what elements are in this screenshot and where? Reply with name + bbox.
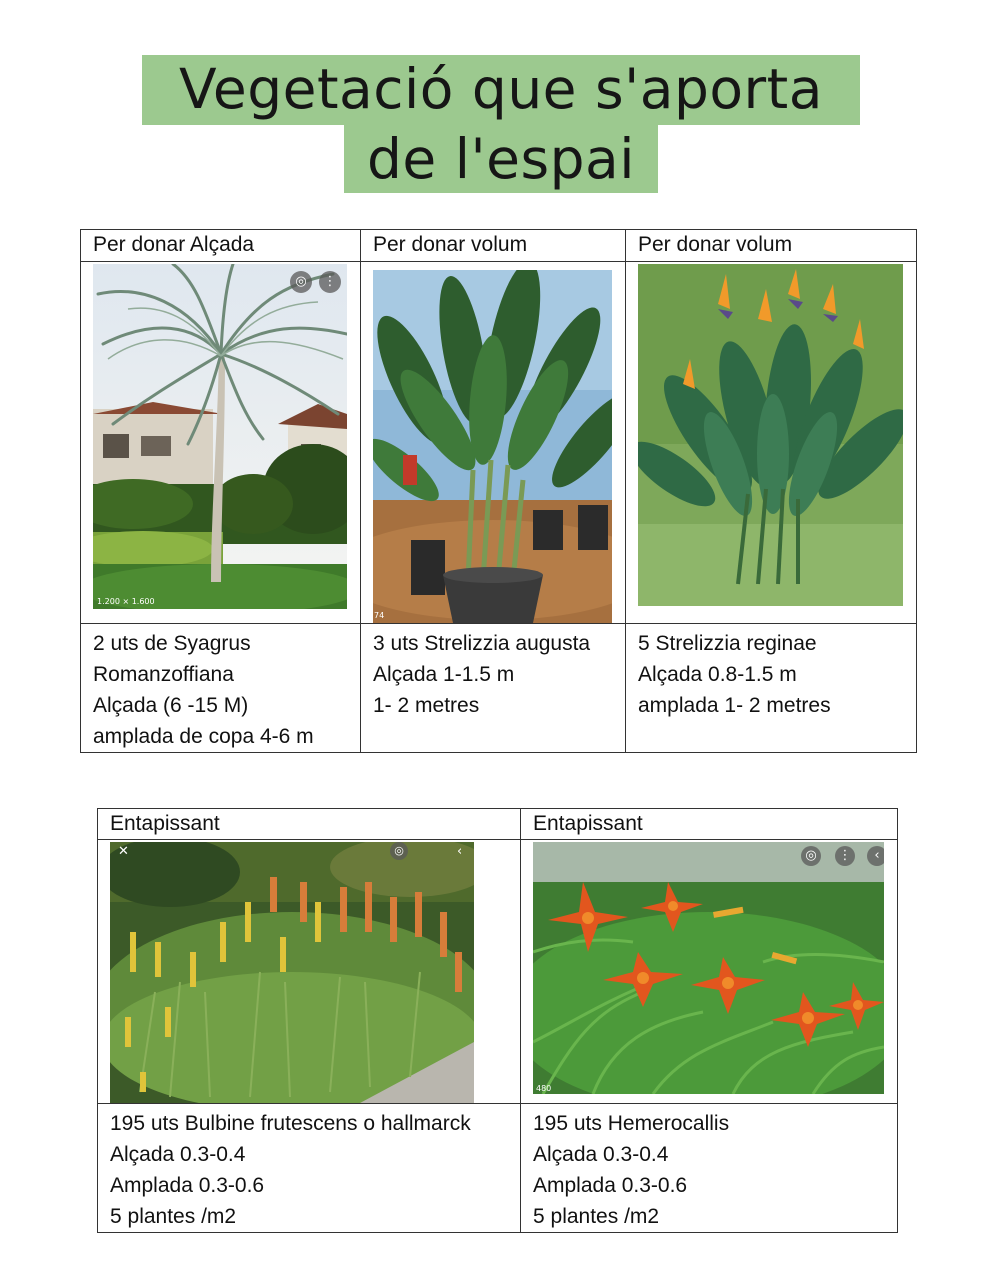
hemerocallis-photo [533,842,884,1094]
desc-line: amplada de copa 4-6 m [93,725,314,748]
strelitzia-augusta-photo [373,270,612,623]
strelitzia-reginae-description [626,624,917,753]
hemerocallis-description [521,1104,898,1233]
desc-line: Romanzoffiana [93,663,234,686]
desc-line: 3 uts Strelizzia augusta [373,632,591,655]
header-groundcover-1: Entapissant [98,809,521,840]
header-groundcover-2: Entapissant [521,809,898,840]
desc-line: Amplada 0.3-0.6 [533,1174,688,1197]
page-title-line-1: Vegetació que s'aporta [142,55,860,125]
header-volume-1: Per donar volum [361,230,626,262]
desc-line: Alçada 0.3-0.4 [110,1143,246,1166]
strelitzia-augusta-image-cell [361,262,626,624]
desc-line: 5 plantes /m2 [533,1205,660,1228]
more-icon[interactable]: ⋮ [319,271,341,293]
desc-line: amplada 1- 2 metres [638,694,831,717]
desc-line: Alçada 0.3-0.4 [533,1143,669,1166]
lens-icon[interactable]: ◎ [390,842,408,860]
bulbine-description [98,1104,521,1233]
chevron-left-icon[interactable]: ‹ [457,844,463,859]
image-count-label: 480 [536,1084,552,1093]
syagrus-description [81,624,361,753]
bottom-plant-table [97,808,898,1233]
desc-line: Alçada 0.8-1.5 m [638,663,797,686]
more-icon[interactable]: ⋮ [835,846,855,866]
bulbine-photo [110,842,474,1103]
desc-line: 195 uts Bulbine frutescens o hallmarck [110,1112,471,1135]
image-size-label: 1.200 × 1.600 [97,597,155,606]
lens-icon[interactable]: ◎ [801,846,821,866]
desc-line: Alçada 1-1.5 m [373,663,515,686]
top-plant-table [80,229,917,753]
image-count-label: 74 [374,611,385,620]
palm-image-cell [81,262,361,624]
header-volume-2: Per donar volum [626,230,917,262]
desc-line: 1- 2 metres [373,694,480,717]
desc-line: Alçada (6 -15 M) [93,694,249,717]
strelitzia-reginae-image-cell [626,262,917,624]
desc-line: 5 plantes /m2 [110,1205,237,1228]
desc-line: 5 Strelizzia reginae [638,632,817,655]
page-title-line-2: de l'espai [344,125,658,193]
desc-line: 195 uts Hemerocallis [533,1112,730,1135]
header-height: Per donar Alçada [81,230,361,262]
bulbine-image-cell [98,840,521,1104]
desc-line: 2 uts de Syagrus [93,632,251,655]
lens-icon[interactable]: ◎ [290,271,312,293]
chevron-left-icon[interactable]: ‹ [867,846,884,866]
strelitzia-augusta-description [361,624,626,753]
strelitzia-reginae-photo [638,264,903,606]
syagrus-photo [93,264,347,609]
close-icon[interactable]: ✕ [118,844,129,859]
desc-line: Amplada 0.3-0.6 [110,1174,265,1197]
hemerocallis-image-cell [521,840,898,1104]
